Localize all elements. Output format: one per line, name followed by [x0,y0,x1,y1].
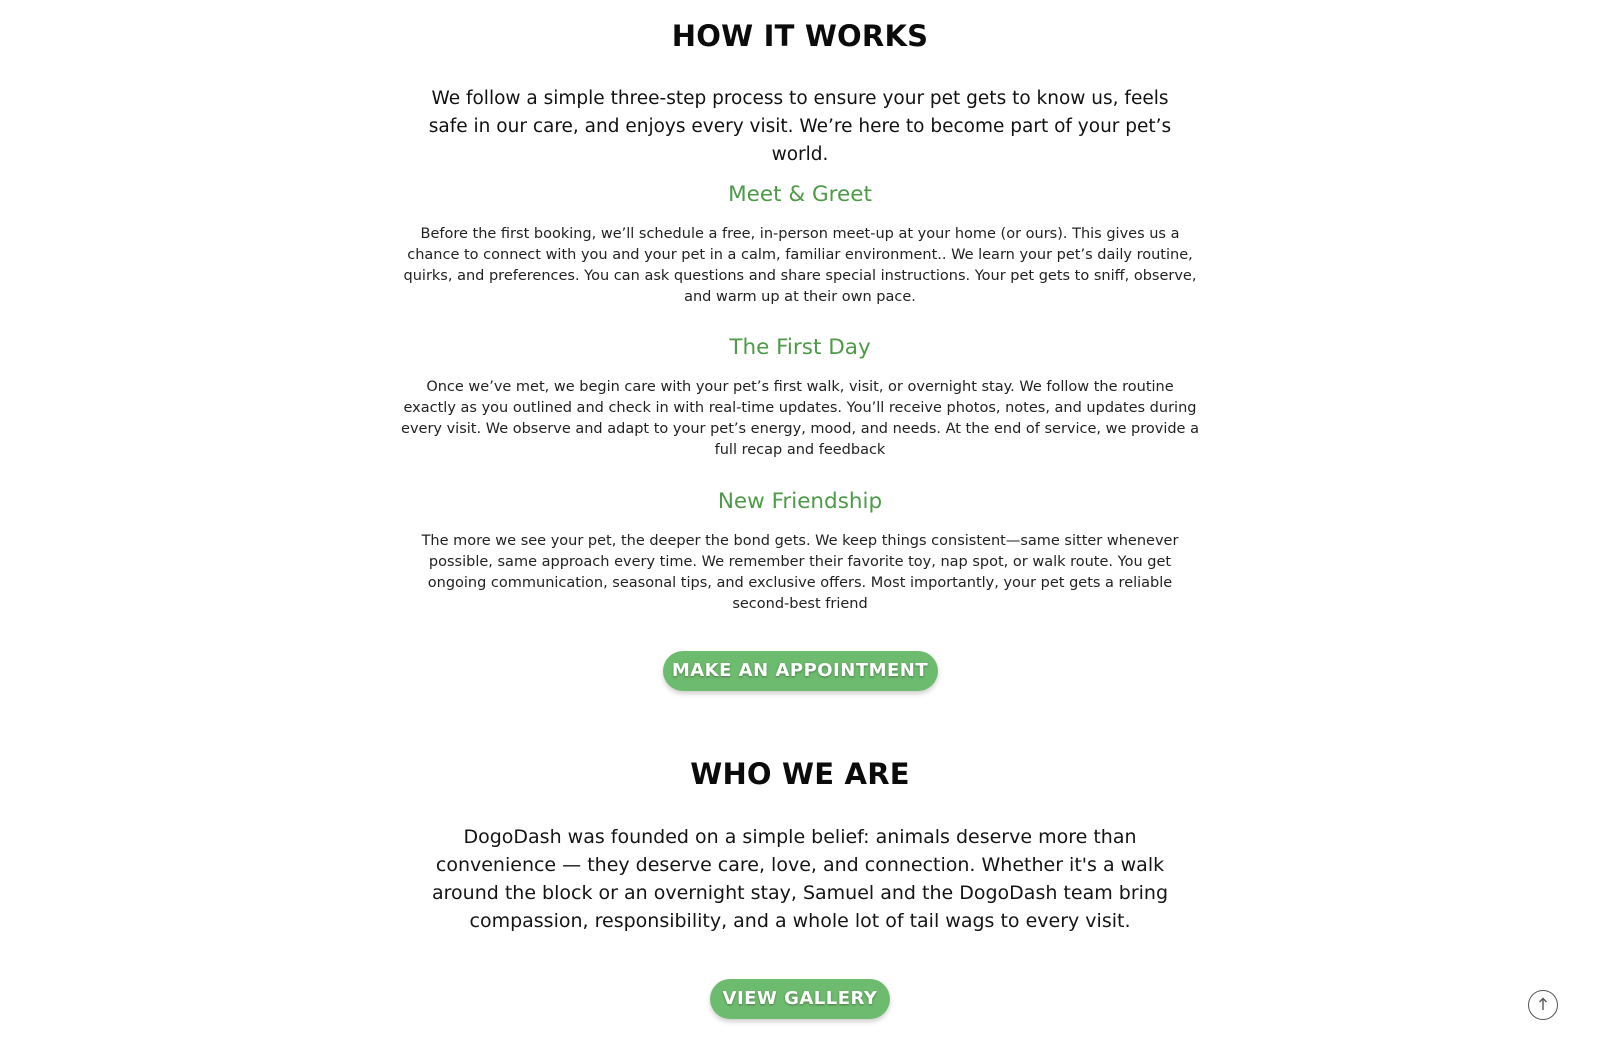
step-text: Once we’ve met, we begin care with your pet’s first walk, visit, or overnight stay. We follow the routine exactly as you outlined and check in with real-time updates. You’ll receive photos, notes, and updates during every visit. We observe and adapt to your pet’s energy, mood, and needs. At the end of service, we provide a full recap and feedback [401,379,1199,458]
step-meet-greet-body [0,224,1600,308]
step-title: New Friendship [717,489,883,514]
step-new-friendship-body [0,531,1600,615]
arrow-up-icon [1537,996,1549,1015]
step-text: Before the first booking, we’ll schedule a free, in-person meet-up at your home (or ours). This gives us a chance to connect with you and your pet in a calm, familiar environment.. We learn your pet’s daily routine, quirks, and preferences. You can ask questions and share special instructions. Your pet gets to sniff, observe, and warm up at their own pace. [403,226,1197,305]
view-gallery-button[interactable]: VIEW GALLERY [710,979,890,1019]
step-first-day-body [0,377,1600,461]
make-appointment-button[interactable]: MAKE AN APPOINTMENT [663,651,938,691]
gallery-cta-wrap [0,979,1600,1019]
step-first-day [0,337,1600,359]
who-we-are-text-wrap [0,823,1600,935]
who-we-are-text: DogoDash was founded on a simple belief: animals deserve more than convenience — they deserve care, love, and connection. Whether it's a walk around the block or an overnight stay, Samuel and the DogoDash team bring compassion, responsibility, and a whole lot of tail wags to every visit. [431,826,1169,932]
step-title: The First Day [729,335,871,360]
step-title: Meet & Greet [728,182,872,207]
scroll-to-top-button[interactable] [1528,990,1558,1020]
appointment-cta-wrap [0,651,1600,691]
step-meet-greet [0,184,1600,206]
step-text: The more we see your pet, the deeper the bond gets. We keep things consistent—same sitter whenever possible, same approach every time. We remember their favorite toy, nap spot, or walk route. You get ongoing communication, seasonal tips, and exclusive offers. Most importantly, your pet gets a reliable second-best friend [421,533,1179,612]
step-new-friendship [0,491,1600,513]
who-we-are-title: WHO WE ARE [690,757,910,791]
how-it-works-intro: We follow a simple three-step process to ensure your pet gets to know us, feels safe in our care, and enjoys every visit. We’re here to become part of your pet’s world. [428,88,1172,165]
how-it-works-intro-wrap [0,85,1600,169]
who-we-are-section [0,757,1600,791]
how-it-works-title: HOW IT WORKS [671,19,929,53]
how-it-works-section [0,19,1600,53]
